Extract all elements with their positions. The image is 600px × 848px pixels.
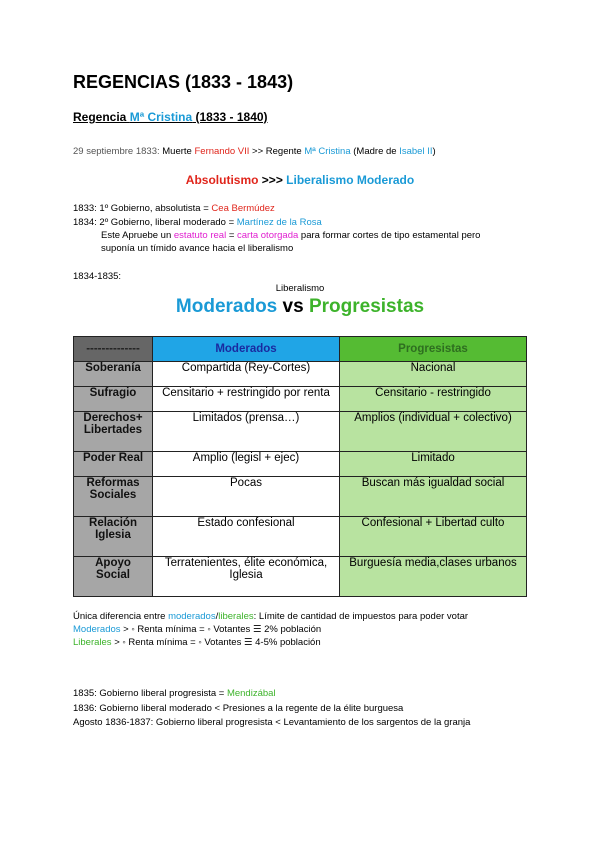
cell-moderados: Amplio (legisl + ejec) — [153, 452, 340, 477]
gobierno-2-detail — [101, 230, 480, 241]
note-1-post: : Límite de cantidad de impuestos para poder votar — [253, 611, 469, 622]
liberalismo-label: Liberalismo — [275, 283, 325, 294]
gobierno-2-detail-cont: suponía un tímido avance hacia el liberalismo — [101, 243, 294, 254]
intro-madre: (Madre de — [350, 146, 400, 157]
row-label: Poder Real — [74, 452, 153, 477]
comparison-table — [73, 336, 527, 597]
detail-carta: carta otorgada — [237, 230, 299, 241]
detail-estatuto: estatuto real — [173, 230, 227, 241]
header-blank: -------------- — [74, 337, 153, 362]
versus-vs: vs — [277, 296, 309, 317]
cell-progresistas: Burguesía media,clases urbanos — [340, 557, 527, 597]
note-1-liberales: liberales — [218, 611, 254, 622]
note-1-slash: / — [215, 611, 219, 622]
row-label: Apoyo Social — [74, 557, 153, 597]
cell-moderados: Compartida (Rey-Cortes) — [153, 362, 340, 387]
cell-progresistas: Buscan más igualdad social — [340, 477, 527, 517]
intro-line — [73, 146, 436, 157]
versus-moderados: Moderados — [175, 296, 278, 317]
subtitle-name: Mª Cristina — [129, 110, 193, 124]
row-label: Reformas Sociales — [74, 477, 153, 517]
detail-eq: = — [226, 230, 238, 241]
cell-moderados: Censitario + restringido por renta — [153, 387, 340, 412]
gobierno-1 — [73, 203, 275, 214]
bottom-1-name: Mendizábal — [226, 688, 276, 699]
note-1-moderados: moderados — [168, 611, 216, 622]
intro-isabel: Isabel II — [399, 146, 433, 157]
bottom-1-text: 1835: Gobierno liberal progresista = — [73, 688, 227, 699]
headline-absolutismo: Absolutismo — [185, 173, 259, 187]
gobierno-1-text: 1833: 1º Gobierno, absolutista = — [73, 203, 212, 214]
intro-fernando: Fernando VII — [194, 146, 250, 157]
cell-progresistas: Nacional — [340, 362, 527, 387]
detail-post: para formar cortes de tipo estamental pero — [298, 230, 481, 241]
headline-liberalismo: Liberalismo Moderado — [286, 173, 415, 187]
note-3-liberales: Liberales — [73, 637, 112, 648]
note-3-post: > ◦ Renta mínima = ◦ Votantes ☰ 4-5% población — [111, 637, 321, 648]
note-2-moderados: Moderados — [73, 624, 121, 635]
table-row — [74, 387, 527, 412]
cell-progresistas: Censitario - restringido — [340, 387, 527, 412]
headline — [0, 173, 600, 187]
bottom-line-3: Agosto 1836-1837: Gobierno liberal progresista < Levantamiento de los sargentos de la granja — [73, 717, 471, 728]
cell-moderados: Estado confesional — [153, 517, 340, 557]
note-2-post: > ◦ Renta mínima = ◦ Votantes ☰ 2% población — [120, 624, 322, 635]
versus-progresistas: Progresistas — [308, 296, 425, 317]
table-row — [74, 517, 527, 557]
intro-close: ) — [432, 146, 436, 157]
subtitle-years: (1833 - 1840) — [192, 110, 268, 124]
cell-progresistas: Confesional + Libertad culto — [340, 517, 527, 557]
row-label: Derechos+ Libertades — [74, 412, 153, 452]
note-moderados — [73, 624, 321, 635]
note-liberales — [73, 637, 321, 648]
row-label: Relación Iglesia — [74, 517, 153, 557]
cell-moderados: Limitados (prensa…) — [153, 412, 340, 452]
section-subtitle — [73, 110, 268, 124]
note-difference — [73, 611, 468, 622]
gobierno-2-name: Martínez de la Rosa — [236, 217, 322, 228]
gobierno-1-name: Cea Bermúdez — [211, 203, 275, 214]
table-row — [74, 412, 527, 452]
row-label: Sufragio — [74, 387, 153, 412]
bottom-line-2: 1836: Gobierno liberal moderado < Presiones a la regente de la élite burguesa — [73, 703, 404, 714]
bottom-line-1 — [73, 688, 276, 699]
page-title: REGENCIAS (1833 - 1843) — [73, 72, 294, 92]
cell-moderados: Terratenientes, élite económica, Iglesia — [153, 557, 340, 597]
gobierno-2 — [73, 217, 322, 228]
cell-progresistas: Limitado — [340, 452, 527, 477]
intro-regente: >> Regente — [249, 146, 305, 157]
subtitle-prefix: Regencia — [73, 110, 130, 124]
intro-muerte: Muerte — [162, 146, 195, 157]
cell-moderados: Pocas — [153, 477, 340, 517]
gobierno-2-text: 1834: 2º Gobierno, liberal moderado = — [73, 217, 237, 228]
note-1-pre: Única diferencia entre — [73, 611, 169, 622]
headline-arrow: >>> — [258, 173, 287, 187]
row-label: Soberanía — [74, 362, 153, 387]
table-row — [74, 452, 527, 477]
detail-pre: Este Apruebe un — [101, 230, 174, 241]
cell-progresistas: Amplios (individual + colectivo) — [340, 412, 527, 452]
header-progresistas: Progresistas — [340, 337, 527, 362]
intro-date: 29 septiembre 1833: — [73, 146, 163, 157]
table-row — [74, 557, 527, 597]
versus-heading — [0, 296, 600, 318]
table-row — [74, 362, 527, 387]
table-row — [74, 477, 527, 517]
header-moderados: Moderados — [153, 337, 340, 362]
table-header-row — [74, 337, 527, 362]
intro-cristina: Mª Cristina — [304, 146, 351, 157]
years-label: 1834-1835: — [73, 271, 122, 282]
